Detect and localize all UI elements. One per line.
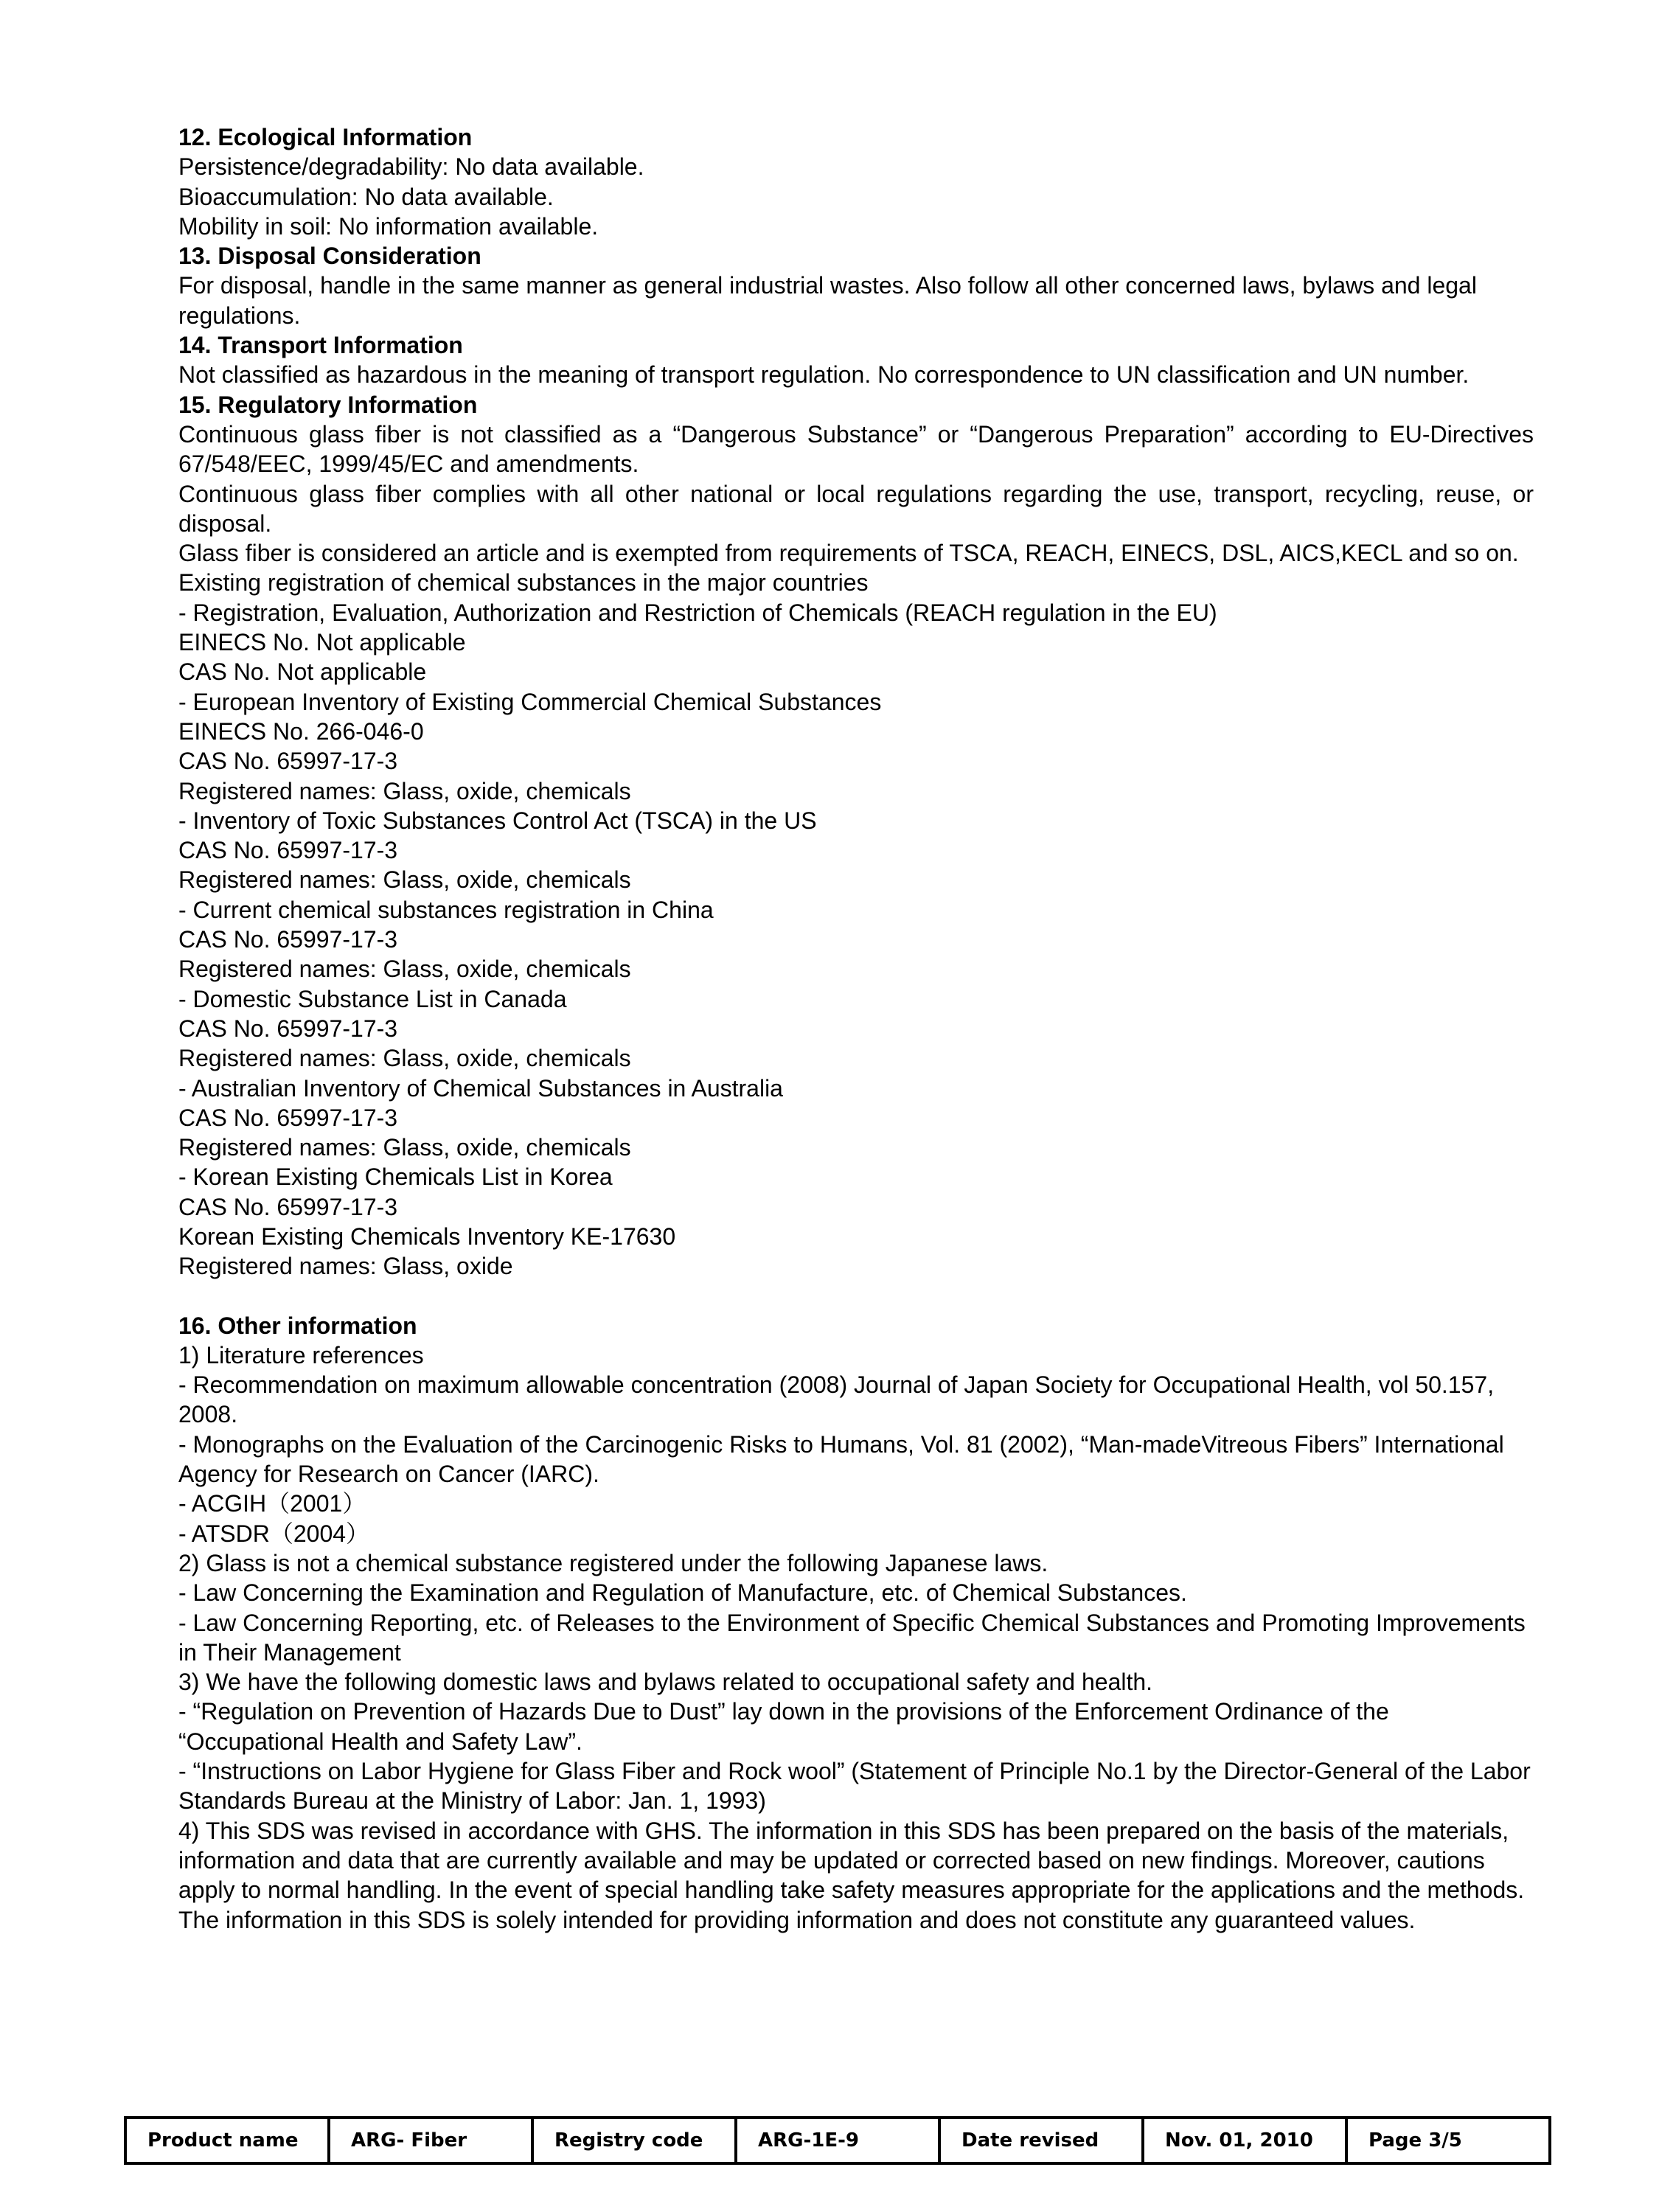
paragraph: - ACGIH（2001） bbox=[178, 1490, 366, 1517]
section-heading: 13. Disposal Consideration bbox=[178, 243, 481, 270]
paragraph: Continuous glass fiber complies with all other national or local regulations regarding the use, transport, recycling, reuse, or disposal. bbox=[178, 480, 1540, 537]
paragraph: 3) We have the following domestic laws and bylaws related to occupational safety and health. bbox=[178, 1669, 1153, 1696]
paragraph: CAS No. 65997-17-3 bbox=[178, 1104, 398, 1131]
paragraph: CAS No. 65997-17-3 bbox=[178, 748, 398, 775]
paragraph: Continuous glass fiber is not classified as a “Dangerous Substance” or “Dangerous Preparation” according to EU-Directives 67/548/EEC, 1999/45/EC and amendments. bbox=[178, 420, 1540, 478]
paragraph: Glass fiber is considered an article and is exempted from requirements of TSCA, REACH, EINECS, DSL, AICS,KECL and so on. bbox=[178, 540, 1519, 567]
paragraph: Registered names: Glass, oxide bbox=[178, 1253, 513, 1280]
paragraph: - “Regulation on Prevention of Hazards Due to Dust” lay down in the provisions of the Enforcement Ordinance of the “Occupational Health and Safety Law”. bbox=[178, 1698, 1396, 1755]
paragraph: - Korean Existing Chemicals List in Korea bbox=[178, 1164, 613, 1191]
date-revised-value: Nov. 01, 2010 bbox=[1143, 2118, 1346, 2163]
paragraph: - Australian Inventory of Chemical Substances in Australia bbox=[178, 1074, 783, 1102]
registry-code-label: Registry code bbox=[532, 2118, 736, 2163]
paragraph: Persistence/degradability: No data available. bbox=[178, 153, 644, 181]
date-revised-label: Date revised bbox=[939, 2118, 1143, 2163]
paragraph: - “Instructions on Labor Hygiene for Glass Fiber and Rock wool” (Statement of Principle No.1 by the Director-General of the Labor Standards Bureau at the Ministry of Labor: Jan. 1, 1993) bbox=[178, 1758, 1537, 1815]
paragraph: Mobility in soil: No information available. bbox=[178, 212, 599, 240]
paragraph: CAS No. 65997-17-3 bbox=[178, 837, 398, 864]
paragraph: Korean Existing Chemicals Inventory KE-17630 bbox=[178, 1222, 676, 1250]
paragraph: CAS No. 65997-17-3 bbox=[178, 1193, 398, 1220]
paragraph: - Domestic Substance List in Canada bbox=[178, 985, 567, 1012]
document-footer-table bbox=[124, 2116, 1551, 2165]
blank-line bbox=[178, 1281, 1534, 1311]
paragraph: CAS No. 65997-17-3 bbox=[178, 926, 398, 953]
paragraph: Not classified as hazardous in the meaning of transport regulation. No correspondence to UN classification and UN number. bbox=[178, 361, 1470, 389]
paragraph: - Recommendation on maximum allowable concentration (2008) Journal of Japan Society for Occupational Health, vol 50.157, 2008. bbox=[178, 1371, 1500, 1428]
paragraph: Existing registration of chemical substances in the major countries bbox=[178, 569, 869, 597]
paragraph: Registered names: Glass, oxide, chemicals bbox=[178, 777, 631, 804]
document-body bbox=[178, 122, 1540, 1935]
paragraph: CAS No. Not applicable bbox=[178, 658, 427, 686]
section-heading: 15. Regulatory Information bbox=[178, 391, 478, 418]
paragraph: - Registration, Evaluation, Authorization and Restriction of Chemicals (REACH regulation in the EU) bbox=[178, 599, 1217, 626]
paragraph: Registered names: Glass, oxide, chemicals bbox=[178, 956, 631, 983]
paragraph: - Law Concerning Reporting, etc. of Releases to the Environment of Specific Chemical Substances and Promoting Improvements in Their Management bbox=[178, 1609, 1532, 1666]
paragraph: - Current chemical substances registration in China bbox=[178, 896, 714, 923]
paragraph: Registered names: Glass, oxide, chemicals bbox=[178, 1134, 631, 1161]
paragraph: For disposal, handle in the same manner as general industrial wastes. Also follow all other concerned laws, bylaws and legal regulations. bbox=[178, 272, 1484, 329]
paragraph: EINECS No. Not applicable bbox=[178, 629, 466, 656]
paragraph: - Inventory of Toxic Substances Control Act (TSCA) in the US bbox=[178, 807, 817, 834]
paragraph: 4) This SDS was revised in accordance with GHS. The information in this SDS has been prepared on the basis of the materials, information and data that are currently available and may be updated or corrected based on new findings. Moreover, cautions apply to normal handling. In the event of special handling take safety measures appropriate for the applications and the methods. The information in this SDS is solely intended for providing information and does not constitute any guaranteed values. bbox=[178, 1817, 1531, 1933]
paragraph: Registered names: Glass, oxide, chemicals bbox=[178, 866, 631, 894]
section-heading: 14. Transport Information bbox=[178, 332, 463, 359]
section-heading: 16. Other information bbox=[178, 1312, 417, 1339]
paragraph: - ATSDR（2004） bbox=[178, 1520, 370, 1547]
paragraph: 2) Glass is not a chemical substance registered under the following Japanese laws. bbox=[178, 1549, 1048, 1576]
paragraph: CAS No. 65997-17-3 bbox=[178, 1015, 398, 1042]
registry-code-value: ARG-1E-9 bbox=[736, 2118, 939, 2163]
page-number: Page 3/5 bbox=[1346, 2118, 1550, 2163]
footer-row bbox=[125, 2118, 1550, 2163]
paragraph: - Monographs on the Evaluation of the Carcinogenic Risks to Humans, Vol. 81 (2002), “Man-madeVitreous Fibers” International Agency for Research on Cancer (IARC). bbox=[178, 1430, 1509, 1488]
paragraph: EINECS No. 266-046-0 bbox=[178, 717, 424, 745]
paragraph: - European Inventory of Existing Commercial Chemical Substances bbox=[178, 688, 882, 715]
section-heading: 12. Ecological Information bbox=[178, 124, 473, 150]
product-name-label: Product name bbox=[125, 2118, 329, 2163]
product-name-value: ARG- Fiber bbox=[329, 2118, 532, 2163]
paragraph: - Law Concerning the Examination and Regulation of Manufacture, etc. of Chemical Substances. bbox=[178, 1579, 1187, 1607]
paragraph: 1) Literature references bbox=[178, 1341, 424, 1368]
paragraph: Registered names: Glass, oxide, chemicals bbox=[178, 1045, 631, 1072]
paragraph: Bioaccumulation: No data available. bbox=[178, 183, 554, 210]
